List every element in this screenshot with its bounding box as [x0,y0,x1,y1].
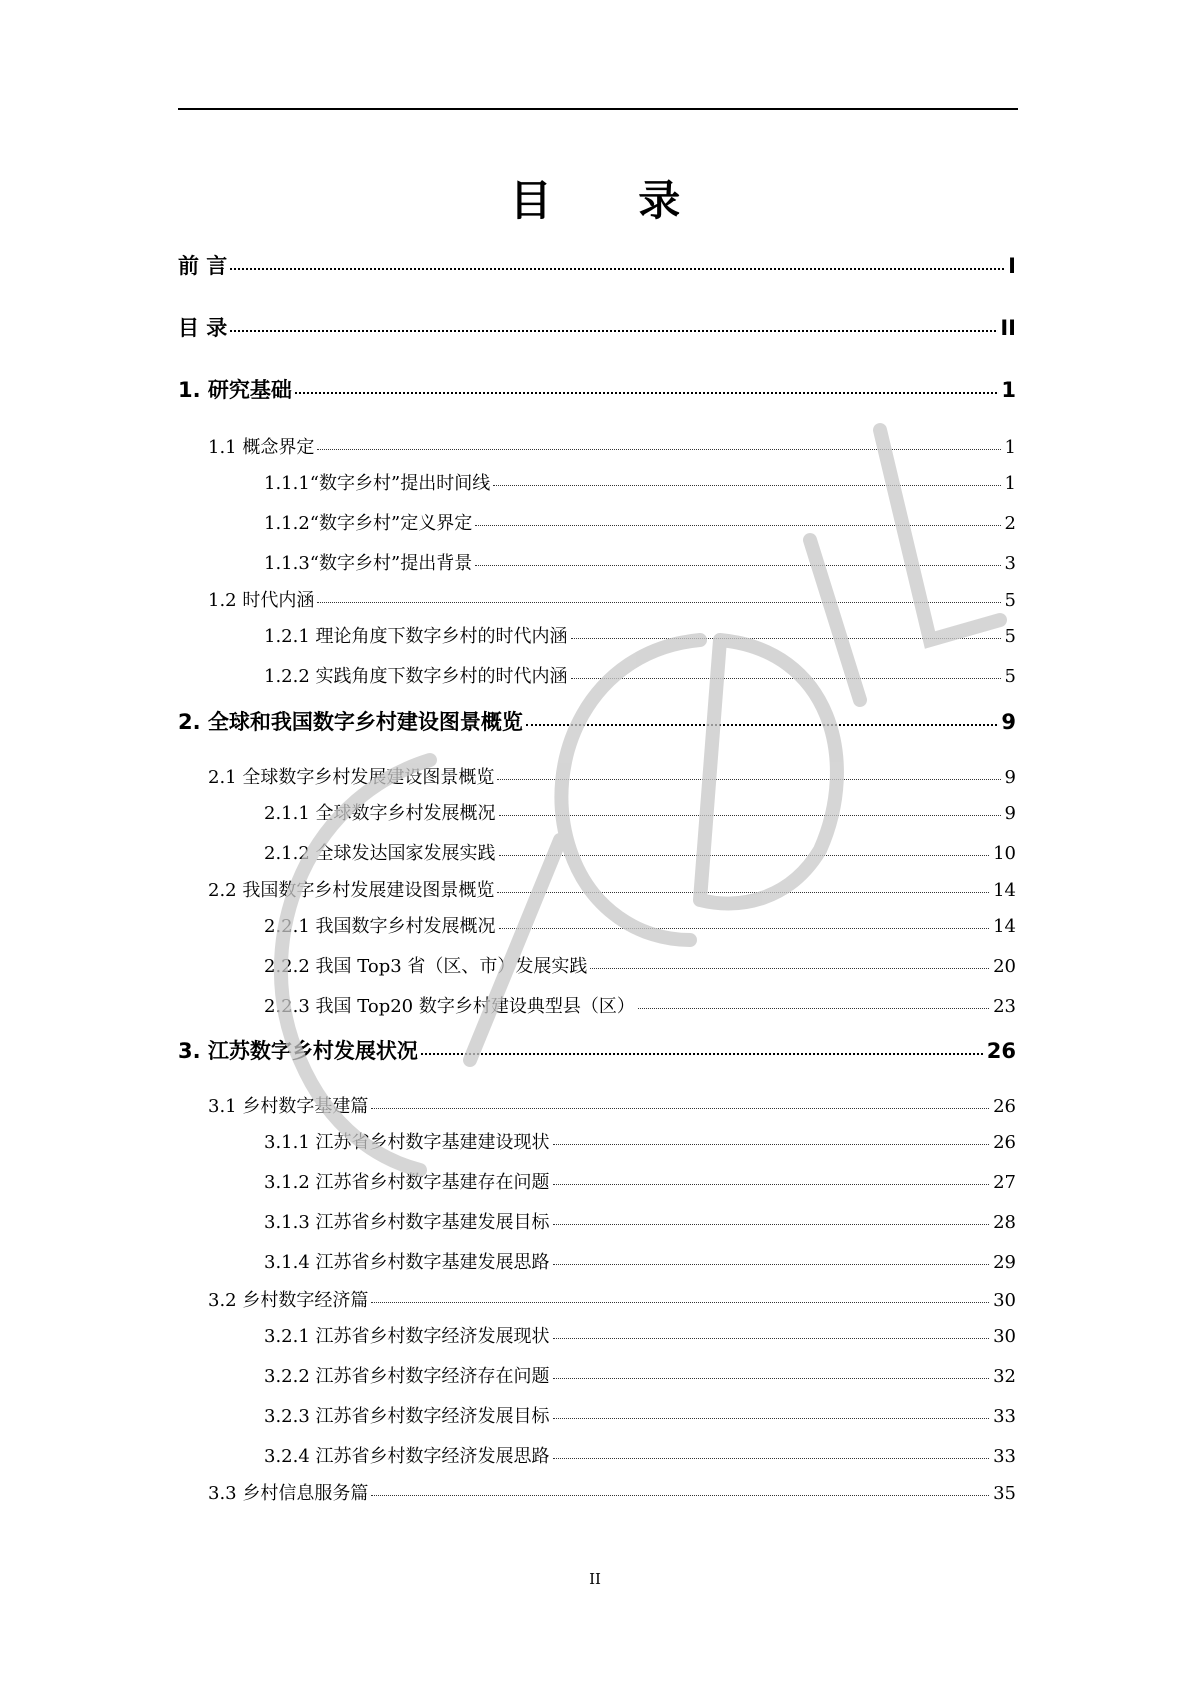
toc-subsection[interactable] [178,1208,1016,1234]
toc-entry-label: 1.1.2“数字乡村”定义界定 [264,513,473,534]
dot-leader [553,1144,990,1145]
toc-chapter[interactable] [178,1035,1016,1065]
toc-entry-label: 目 录 [178,316,228,340]
dot-leader [230,268,1004,270]
dot-leader [497,892,989,893]
dot-leader [371,1302,989,1303]
toc-entry-page: 27 [993,1172,1016,1193]
dot-leader [553,1378,990,1379]
toc-entry-page: 5 [1004,590,1016,611]
dot-leader [497,779,1000,780]
toc-subsection[interactable] [178,622,1016,648]
toc-entry-label: 2.1.1 全球数字乡村发展概况 [264,803,496,824]
toc-subsection[interactable] [178,1322,1016,1348]
toc-section[interactable] [178,1092,1016,1118]
toc-entry-label: 3.2 乡村数字经济篇 [208,1290,369,1311]
dot-leader [499,815,1001,816]
dot-leader [553,1224,990,1225]
toc-entry-page: 33 [993,1406,1016,1427]
toc-entry-label: 3.2.2 江苏省乡村数字经济存在问题 [264,1366,550,1387]
toc-subsection[interactable] [178,1402,1016,1428]
dot-leader [553,1418,990,1419]
dot-leader [230,330,996,332]
toc-entry-page: 9 [1004,803,1016,824]
toc-entry-page: 29 [993,1252,1016,1273]
dot-leader [475,525,1000,526]
page-title: 目 录 [509,176,717,225]
toc-entry-page: I [1008,254,1016,278]
toc-entry-label: 3.1.4 江苏省乡村数字基建发展思路 [264,1252,550,1273]
toc-entry-page: 26 [993,1132,1016,1153]
toc-subsection[interactable] [178,1442,1016,1468]
toc-entry-label: 2.2.3 我国 Top20 数字乡村建设典型县（区） [264,996,635,1017]
toc-subsection[interactable] [178,509,1016,535]
toc-entry-label: 3. 江苏数字乡村发展状况 [178,1039,418,1063]
toc-entry-label: 3.2.3 江苏省乡村数字经济发展目标 [264,1406,550,1427]
dot-leader [638,1008,989,1009]
toc-entry-label: 3.3 乡村信息服务篇 [208,1483,369,1504]
dot-leader [571,638,1001,639]
toc-entry-page: 23 [993,996,1016,1017]
toc-chapter[interactable] [178,706,1016,736]
toc-entry-page: 32 [993,1366,1016,1387]
dot-leader [493,485,1000,486]
dot-leader [295,392,997,394]
toc-entry-label: 3.1 乡村数字基建篇 [208,1096,369,1117]
toc-entry-label: 3.2.4 江苏省乡村数字经济发展思路 [264,1446,550,1467]
page-number: II [589,1570,601,1588]
toc-section[interactable] [178,1286,1016,1312]
toc-subsection[interactable] [178,1248,1016,1274]
toc-entry-page: 5 [1004,626,1016,647]
toc-subsection[interactable] [178,952,1016,978]
toc-entry-page: 1 [1001,378,1016,402]
dot-leader [499,855,990,856]
dot-leader [553,1338,990,1339]
toc-entry-label: 2.2.1 我国数字乡村发展概况 [264,916,496,937]
toc-entry-label: 1.1 概念界定 [208,437,315,458]
toc-section[interactable] [178,763,1016,789]
dot-leader [371,1108,989,1109]
toc-entry-page: 2 [1004,513,1016,534]
toc-entry-label: 3.1.1 江苏省乡村数字基建建设现状 [264,1132,550,1153]
toc-entry-label: 1.1.1“数字乡村”提出时间线 [264,473,491,494]
toc-chapter[interactable] [178,312,1016,342]
toc-entry-page: 30 [993,1326,1016,1347]
toc-entry-page: 28 [993,1212,1016,1233]
toc-subsection[interactable] [178,912,1016,938]
toc-subsection[interactable] [178,1168,1016,1194]
toc-chapter[interactable] [178,250,1016,280]
toc-entry-page: 26 [986,1039,1016,1063]
dot-leader [553,1184,990,1185]
dot-leader [526,724,997,726]
dot-leader [553,1264,990,1265]
toc-entry-page: II [1000,316,1016,340]
toc-entry-label: 1.2.1 理论角度下数字乡村的时代内涵 [264,626,568,647]
dot-leader [499,928,990,929]
toc-entry-label: 2.2.2 我国 Top3 省（区、市）发展实践 [264,956,588,977]
dot-leader [475,565,1000,566]
toc-entry-page: 14 [993,880,1016,901]
dot-leader [421,1053,983,1055]
toc-entry-page: 20 [993,956,1016,977]
toc-entry-label: 2. 全球和我国数字乡村建设图景概览 [178,710,523,734]
toc-entry-page: 26 [993,1096,1016,1117]
toc-subsection[interactable] [178,799,1016,825]
toc-entry-page: 30 [993,1290,1016,1311]
toc-entry-page: 5 [1004,666,1016,687]
dot-leader [571,678,1001,679]
toc-entry-label: 3.1.2 江苏省乡村数字基建存在问题 [264,1172,550,1193]
toc-entry-page: 9 [1004,767,1016,788]
toc-entry-page: 35 [993,1483,1016,1504]
toc-chapter[interactable] [178,374,1016,404]
toc-entry-page: 33 [993,1446,1016,1467]
toc-subsection[interactable] [178,662,1016,688]
toc-section[interactable] [178,876,1016,902]
toc-subsection[interactable] [178,1362,1016,1388]
toc-entry-page: 1 [1004,473,1016,494]
toc-subsection[interactable] [178,992,1016,1018]
dot-leader [553,1458,990,1459]
dot-leader [371,1495,989,1496]
toc-subsection[interactable] [178,549,1016,575]
toc-entry-label: 1.2 时代内涵 [208,590,315,611]
toc-entry-label: 2.1.2 全球发达国家发展实践 [264,843,496,864]
toc-subsection[interactable] [178,1128,1016,1154]
toc-entry-label: 2.2 我国数字乡村发展建设图景概览 [208,880,495,901]
toc-subsection[interactable] [178,469,1016,495]
toc-entry-page: 9 [1001,710,1016,734]
toc-entry-label: 1.2.2 实践角度下数字乡村的时代内涵 [264,666,568,687]
toc-entry-label: 3.1.3 江苏省乡村数字基建发展目标 [264,1212,550,1233]
toc-entry-label: 前 言 [178,254,228,278]
header-rule [178,108,1018,110]
toc-entry-label: 3.2.1 江苏省乡村数字经济发展现状 [264,1326,550,1347]
toc-subsection[interactable] [178,839,1016,865]
toc-entry-page: 14 [993,916,1016,937]
toc-entry-page: 3 [1004,553,1016,574]
toc-entry-label: 2.1 全球数字乡村发展建设图景概览 [208,767,495,788]
toc-section[interactable] [178,433,1016,459]
dot-leader [317,449,1000,450]
toc-section[interactable] [178,586,1016,612]
toc-entry-page: 10 [993,843,1016,864]
toc-entry-label: 1.1.3“数字乡村”提出背景 [264,553,473,574]
toc-section[interactable] [178,1479,1016,1505]
dot-leader [317,602,1000,603]
toc-entry-label: 1. 研究基础 [178,378,292,402]
dot-leader [590,968,989,969]
toc-entry-page: 1 [1004,437,1016,458]
